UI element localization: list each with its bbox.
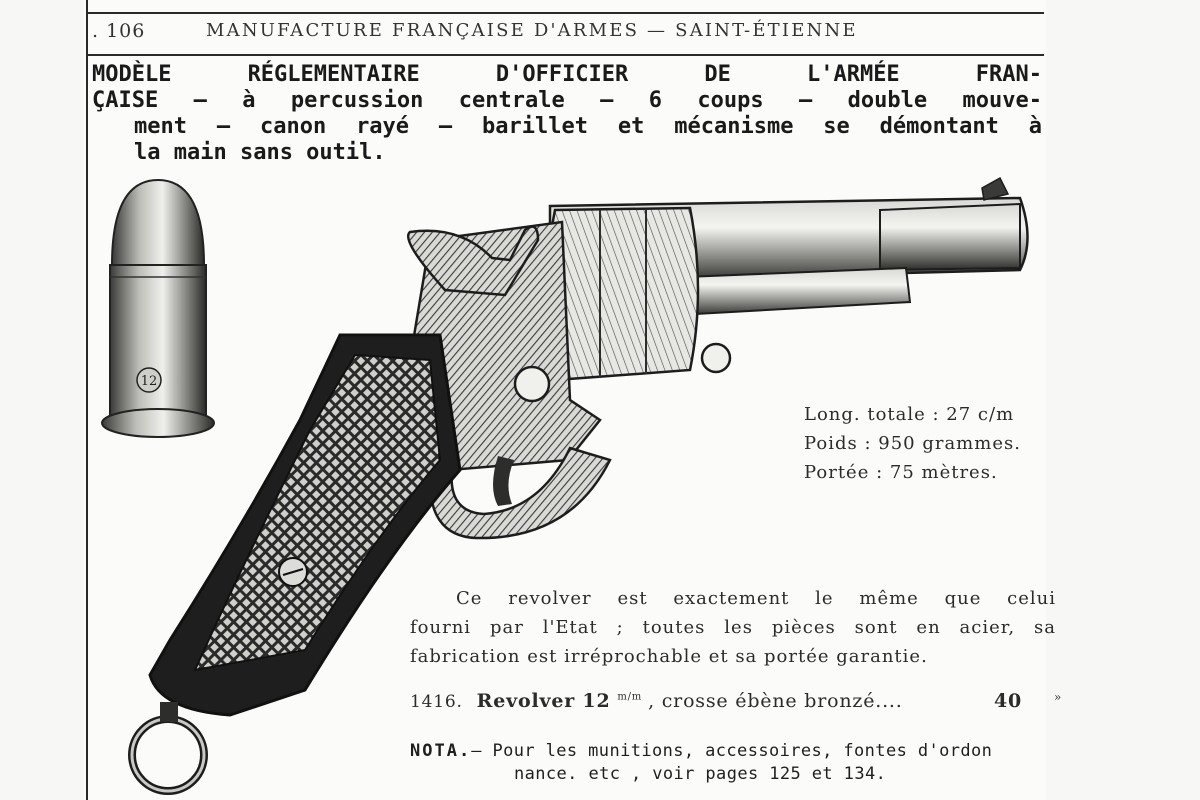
product-title [92,62,1042,166]
spec-length: Long. totale : 27 c/m [804,404,1015,425]
cartridge-figure [102,180,214,437]
item-price: 40 [994,690,1023,712]
order-line [410,690,1063,712]
title-line-4: la main sans outil. [134,140,386,165]
item-number: 1416. [410,692,463,712]
title-line-1: MODÈLE RÉGLEMENTAIRE D'OFFICIER DE L'ARMÉE FRAN- [92,62,1042,87]
description-line-2: fourni par l'Etat ; toutes les pièces sont en acier, sa [410,617,1056,638]
nota-label: NOTA. [410,741,472,761]
running-head: MANUFACTURE FRANÇAISE D'ARMES — SAINT-ÉTIENNE [206,20,858,41]
spec-weight: Poids : 950 grammes. [804,433,1021,454]
nota-line-2: nance. etc , voir pages 125 et 134. [514,764,887,784]
page-number: . 106 [92,20,146,42]
title-line-2: ÇAISE — à percussion centrale — 6 coups — double mouve- [92,88,1042,113]
spec-range: Portée : 75 mètres. [804,462,998,483]
nota-note [410,740,1060,786]
item-unit: m/m [617,691,643,703]
title-line-3: ment — canon rayé — barillet et mécanisme se démontant à [134,114,1042,139]
item-name: Revolver 12 [476,690,611,712]
nota-line-1: — Pour les munitions, accessoires, fontes d'ordon [471,741,993,761]
price-ditto-mark: » [1054,690,1063,704]
item-description: , crosse ébène bronzé.... [648,690,903,712]
description [410,584,1056,671]
description-line-1: Ce revolver est exactement le même que celui [456,588,1056,609]
header-top-rule [88,12,1044,14]
header-bottom-rule [88,54,1044,56]
caliber-mark: 12 [140,374,158,389]
page-margin-rule [86,0,88,800]
specifications [804,400,1021,487]
description-line-3: fabrication est irréprochable et sa portée garantie. [410,646,928,667]
